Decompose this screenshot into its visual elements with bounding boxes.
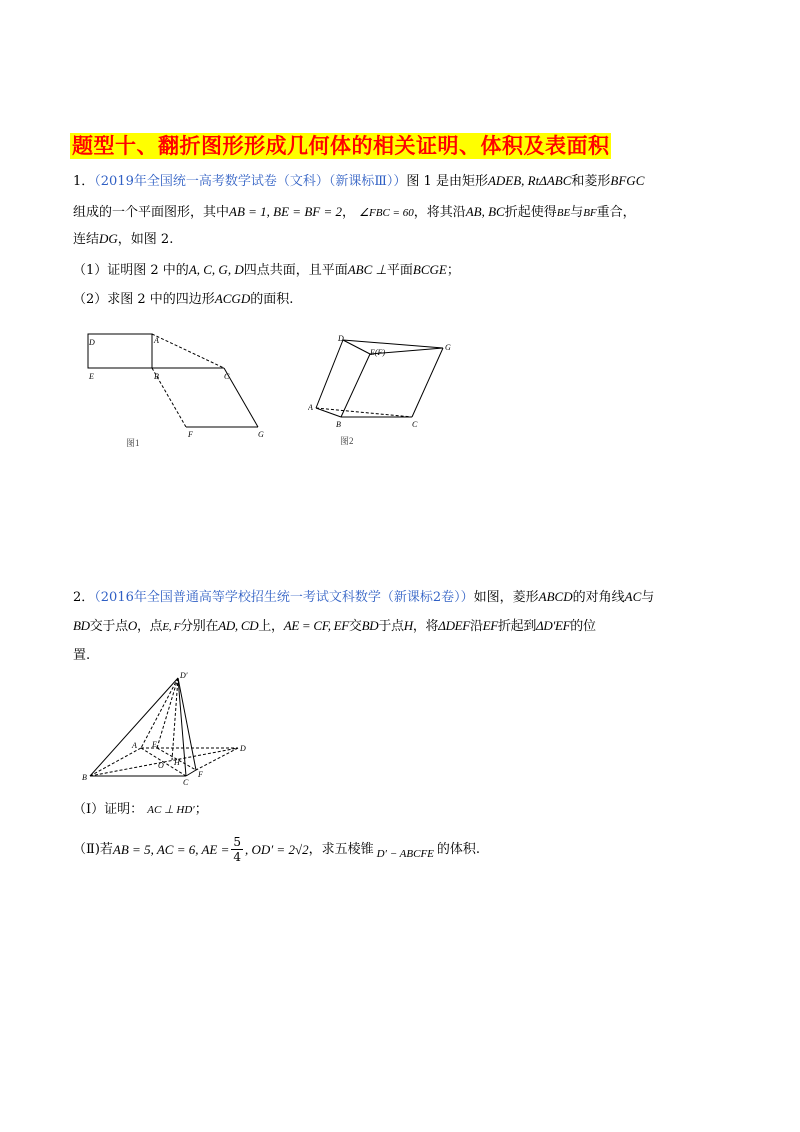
label-b: B (154, 372, 159, 381)
text: 图 1 是由矩形 (406, 174, 488, 189)
math: ∠FBC = 60 (359, 207, 414, 219)
label-o: O (158, 761, 164, 770)
edge-dg (343, 340, 443, 348)
text: 连结 (73, 232, 100, 247)
label-d-prime: D′ (180, 671, 188, 680)
problem2-line3 (73, 647, 90, 665)
figure3-pentagonal-pyramid (78, 668, 258, 788)
math: AE = CF, EF (283, 618, 349, 633)
text: （1）证明图 2 中的 (73, 263, 189, 278)
text: 的面积. (250, 292, 294, 307)
text: ，点 (136, 619, 163, 634)
text: （Ⅱ)若 (73, 841, 113, 857)
edge-da (316, 340, 343, 408)
edge-ba (90, 748, 141, 776)
text: 四点共面，且平面 (243, 263, 348, 278)
text: ，将 (412, 619, 439, 634)
math: ABC ⊥ (347, 262, 387, 277)
math: ΔD′EF (536, 618, 571, 633)
math: , OD′ = 2√2 (245, 841, 309, 857)
math: BD (73, 618, 90, 633)
text: ； (446, 263, 460, 278)
problem1-number: 1． (73, 174, 95, 189)
problem1-line3 (73, 230, 173, 249)
problem1-line2 (73, 203, 636, 222)
math: AC (624, 589, 642, 604)
text: 重合， (596, 205, 636, 220)
label-a: A (154, 336, 159, 345)
math: BFGC (610, 173, 645, 188)
text: 与 (570, 205, 584, 220)
label-g: G (445, 343, 451, 352)
text: 和菱形 (571, 174, 611, 189)
label-a: A (132, 741, 137, 750)
text: 上， (258, 619, 284, 634)
text: 的对角线 (572, 590, 625, 605)
edge-eb (341, 354, 370, 417)
figure1-caption: 图1 (126, 438, 140, 448)
problem2-question2 (73, 835, 480, 864)
text: 分别在 (180, 619, 219, 634)
text: 交于点 (89, 619, 128, 634)
text: 的体积. (436, 841, 481, 857)
math: O (127, 618, 137, 633)
text: 组成的一个平面图形，其中 (73, 205, 230, 220)
problem1-line1 (73, 172, 644, 191)
label-b: B (336, 420, 341, 429)
math: ADEB, RtΔABC (487, 173, 572, 188)
edge-gc (412, 348, 443, 417)
figure1-planar-net (80, 325, 280, 450)
problem2-line1 (73, 588, 654, 607)
text: （2）求图 2 中的四边形 (73, 292, 215, 307)
label-c: C (183, 778, 189, 787)
problem1-question1 (73, 261, 460, 280)
label-a: A (308, 403, 313, 412)
text: ，如图 2. (117, 232, 174, 247)
problem2-source: （2016年全国普通高等学校招生统一考试文科数学（新课标2卷）） (94, 590, 474, 605)
diagonal-bd (90, 748, 238, 776)
label-ef: E(F) (370, 348, 386, 357)
text: 折起使得 (504, 205, 557, 220)
problem2-number: 2． (73, 590, 95, 605)
edge-ac (152, 334, 224, 368)
math: D′ − ABCFE (376, 847, 434, 860)
label-b: B (82, 773, 87, 782)
label-h: H (174, 758, 180, 767)
text: 折起到 (497, 619, 537, 634)
label-f: F (188, 430, 193, 439)
text: ， (341, 205, 355, 220)
math: E, F (162, 621, 181, 633)
math: AC ⊥ HD′ (147, 804, 195, 816)
fraction-denominator: 4 (233, 850, 242, 864)
figure2-caption: 图2 (340, 436, 354, 446)
label-e: E (152, 740, 157, 749)
text: 沿 (469, 619, 483, 634)
math: BCGE (412, 262, 447, 277)
math: BE (556, 207, 571, 219)
math: ΔDEF (438, 618, 470, 633)
problem2-line2 (73, 617, 596, 636)
label-f: F (198, 770, 203, 779)
problem1-question2 (73, 290, 293, 309)
rectangle-adeb (88, 334, 152, 368)
math: AD, CD (218, 618, 259, 633)
label-c: C (412, 420, 418, 429)
text: 如图，菱形 (473, 590, 539, 605)
edge-dp-e (157, 678, 178, 748)
math: A, C, G, D (188, 262, 244, 277)
edge-cf (186, 770, 196, 776)
section-title: 题型十、翻折图形形成几何体的相关证明、体积及表面积 (72, 133, 610, 158)
text: 交 (348, 619, 362, 634)
problem1-source: （2019年全国统一高考数学试卷（文科）（新课标Ⅲ）） (94, 174, 407, 189)
math: BF (583, 207, 597, 219)
math: H (403, 618, 413, 633)
label-d: D (89, 338, 95, 347)
math: BD (361, 618, 379, 633)
fraction-numerator: 5 (233, 835, 242, 849)
math: AB = 1, BE = BF = 2 (229, 204, 342, 219)
text: ，将其沿 (413, 205, 466, 220)
edge-df (196, 748, 238, 770)
label-e: E (89, 372, 94, 381)
problem2-question1 (73, 801, 208, 819)
text: 平面 (386, 263, 413, 278)
text: ； (194, 802, 208, 817)
figure2-folded-solid (308, 330, 468, 450)
math: DG (99, 231, 118, 246)
text: ，求五棱锥 (308, 841, 374, 857)
math: AB = 5, AC = 6, AE = (112, 841, 230, 857)
text: 于点 (378, 619, 404, 634)
fraction (231, 835, 243, 864)
math: AB, BC (465, 204, 505, 219)
edge-dp-b (90, 678, 178, 776)
label-c: C (224, 372, 230, 381)
math: EF (482, 618, 498, 633)
math: ABCD (538, 589, 573, 604)
text: 的位 (570, 619, 596, 634)
label-d: D (338, 334, 344, 343)
math: ACGD (214, 291, 251, 306)
text: 与 (641, 590, 655, 605)
edge-ac (316, 408, 412, 417)
text: （Ⅰ）证明： (73, 802, 144, 817)
label-g: G (258, 430, 264, 439)
label-d: D (240, 744, 246, 753)
text: 置. (73, 648, 91, 663)
